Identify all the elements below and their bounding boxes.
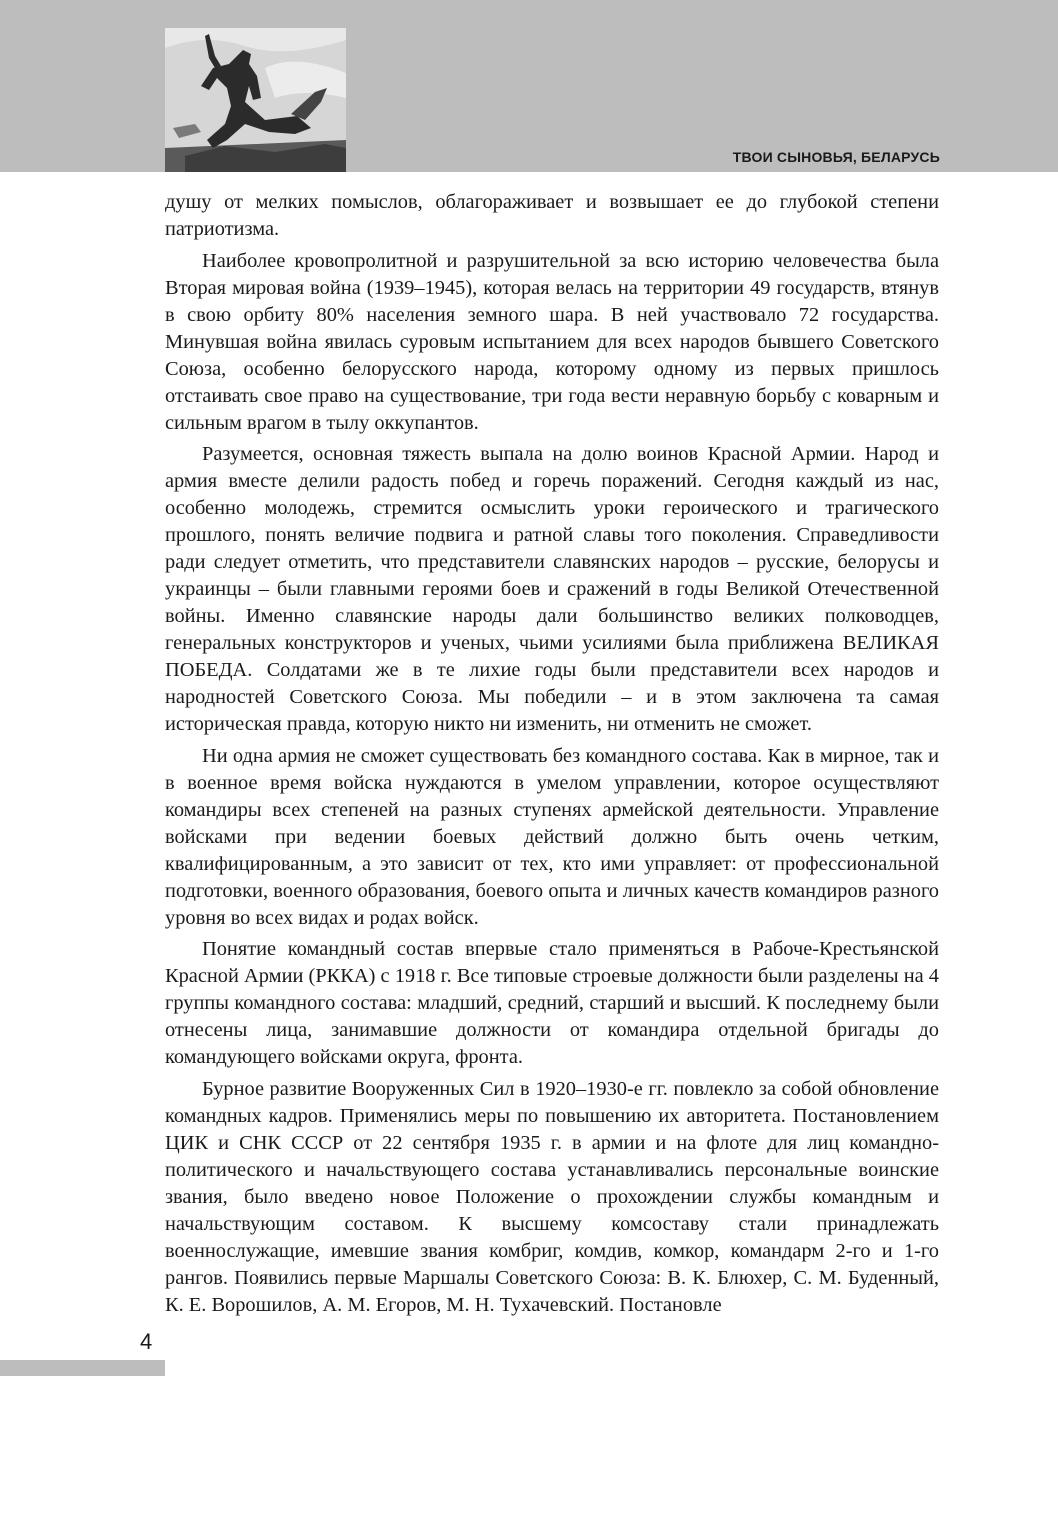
footer-bar bbox=[0, 1360, 165, 1376]
paragraph-4: Ни одна армия не сможет существовать без командного состава. Как в мирное, так и в военное время войска нуждаются в умелом управлении, которое осуществляют командиры всех степеней на разных ступенях армейской деятельности. Управление войсками при ведении боевых действий должно быть очень четким, квалифицированным, а это зависит от тех, кто ими управляет: от профессиональной подготовки, военного образования, боевого опыта и личных качеств командиров разного уровня во всех видах и родах войск. bbox=[165, 744, 939, 929]
paragraph-3: Разумеется, основная тяжесть выпала на долю воинов Красной Армии. Народ и армия вместе делили радость побед и горечь поражений. Сегодня каждый из нас, особенно молодежь, стремится осмыслить уроки героического и трагического прошлого, понять величие подвига и ратной славы того поколения. Справедливости ради следует отметить, что представители славянских народов – русские, белорусы и украинцы – были главными героями боев и сражений в годы Великой Отечественной войны. Именно славянские народы дали большинство великих полководцев, генеральных конструкторов и ученых, чьими усилиями была приближена ВЕЛИКАЯ ПОБЕДА. Солдатами же в те лихие годы были представители всех народов и народностей Советского Союза. Мы победили – и в этом заключена та самая историческая правда, которую никто ни изменить, ни отменить не сможет. bbox=[165, 443, 939, 735]
soldier-photo-icon bbox=[165, 28, 346, 172]
running-title: ТВОИ СЫНОВЬЯ, БЕЛАРУСЬ bbox=[732, 149, 940, 165]
header-band bbox=[0, 0, 1058, 172]
paragraph-1: душу от мелких помыслов, облагораживает и возвышает ее до глубокой степени патриотизма. bbox=[165, 191, 939, 240]
paragraph-2: Наиболее кровопролитной и разрушительной за всю историю человечества была Вторая мировая война (1939–1945), которая велась на территории 49 государств, втянув в свою орбиту 80% населения земного шара. В ней участвовало 72 государства. Минувшая война явилась суровым испытанием для всех народов бывшего Советского Союза, особенно белорусского народа, которому одному из первых пришлось отстаивать свое право на существование, три года вести неравную борьбу с коварным и сильным врагом в тылу оккупантов. bbox=[165, 249, 939, 434]
paragraph-6: Бурное развитие Вооруженных Сил в 1920–1930-е гг. повлекло за собой обновление командных кадров. Применялись меры по повышению их авторитета. Постановлением ЦИК и СНК СССР от 22 сентября 1935 г. в армии и на флоте для лиц командно-политического и начальствующего состава устанавливались персональные воинские звания, было введено новое Положение о прохождении службы командным и начальствующим составом. К высшему комсоставу стали принадлежать военнослужащие, имевшие звания комбриг, комдив, комкор, командарм 2-го и 1-го рангов. Появились первые Маршалы Советского Союза: В. К. Блюхер, С. М. Буденный, К. Е. Ворошилов, А. М. Егоров, М. Н. Тухачевский. Постановле bbox=[165, 1077, 939, 1316]
body-text bbox=[165, 189, 939, 1323]
page-number: 4 bbox=[140, 1329, 153, 1354]
paragraph-5: Понятие командный состав впервые стало применяться в Рабоче-Крестьянской Красной Армии (РККА) с 1918 г. Все типовые строевые должности были разделены на 4 группы командного состава: младший, средний, старший и высший. К последнему были отнесены лица, занимавшие должности от командира отдельной бригады до командующего войсками округа, фронта. bbox=[165, 938, 939, 1068]
